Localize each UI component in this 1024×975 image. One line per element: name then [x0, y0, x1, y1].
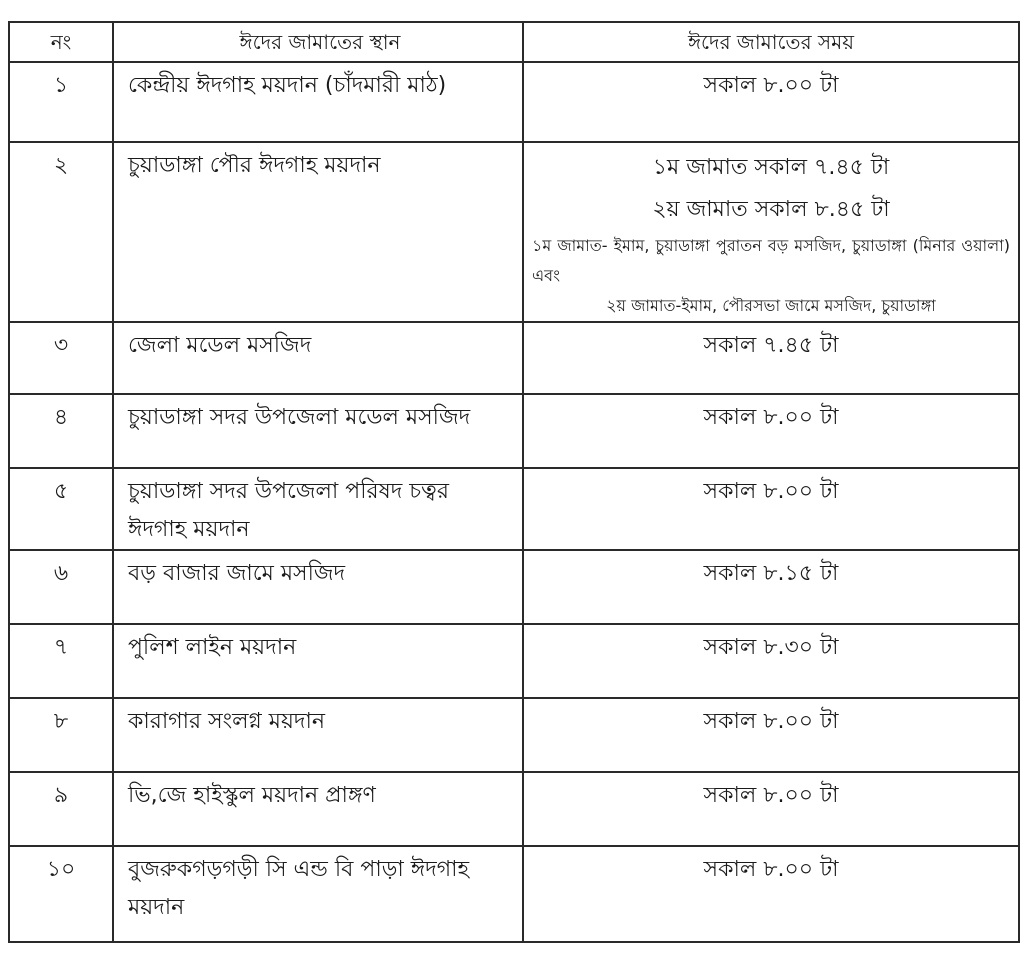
jamaat-time-cell	[523, 142, 1019, 322]
jamaat-time: সকাল ৮.৩০ টা	[523, 624, 1019, 698]
header-time: ঈদের জামাতের সময়	[523, 22, 1019, 62]
jamaat-time: সকাল ৭.৪৫ টা	[523, 322, 1019, 394]
jamaat-place: কেন্দ্রীয় ঈদগাহ ময়দান (চাঁদমারী মাঠ)	[113, 62, 523, 142]
table-row	[9, 624, 1019, 698]
row-number: ৫	[9, 468, 113, 550]
eid-jamaat-schedule	[8, 21, 1020, 943]
row-number: ৯	[9, 772, 113, 846]
jamaat-time: সকাল ৮.০০ টা	[523, 468, 1019, 550]
row-number: ৮	[9, 698, 113, 772]
row-number: ১	[9, 62, 113, 142]
jamaat-time: সকাল ৮.১৫ টা	[523, 550, 1019, 624]
jamaat-place: চুয়াডাঙ্গা সদর উপজেলা মডেল মসজিদ	[113, 394, 523, 468]
jamaat-time: সকাল ৮.০০ টা	[523, 62, 1019, 142]
jamaat-place: জেলা মডেল মসজিদ	[113, 322, 523, 394]
table-row	[9, 698, 1019, 772]
table-row	[9, 468, 1019, 550]
row-number: ১০	[9, 846, 113, 942]
header-no: নং	[9, 22, 113, 62]
row-number: ৬	[9, 550, 113, 624]
jamaat-time: সকাল ৮.০০ টা	[523, 772, 1019, 846]
table-row	[9, 394, 1019, 468]
table-row	[9, 550, 1019, 624]
row-number: ৭	[9, 624, 113, 698]
table-row	[9, 772, 1019, 846]
table-row	[9, 846, 1019, 942]
imam-note-first: ১ম জামাত- ইমাম, চুয়াডাঙ্গা পুরাতন বড় মসজিদ, চুয়াডাঙ্গা (মিনার ওয়ালা) এবং	[532, 236, 1010, 285]
header-place: ঈদের জামাতের স্থান	[113, 22, 523, 62]
row-number: ৪	[9, 394, 113, 468]
jamaat-place: বুজরুকগড়গড়ী সি এন্ড বি পাড়া ঈদগাহ ময়দান	[113, 846, 523, 942]
header-row	[9, 22, 1019, 62]
table-row	[9, 62, 1019, 142]
table-row	[9, 142, 1019, 322]
schedule-table	[8, 21, 1020, 943]
row-number: ২	[9, 142, 113, 322]
jamaat-place: চুয়াডাঙ্গা সদর উপজেলা পরিষদ চত্বর ঈদগাহ ময়দান	[113, 468, 523, 550]
jamaat-place: ভি,জে হাইস্কুল ময়দান প্রাঙ্গণ	[113, 772, 523, 846]
row-number: ৩	[9, 322, 113, 394]
jamaat-place: কারাগার সংলগ্ন ময়দান	[113, 698, 523, 772]
jamaat-time: সকাল ৮.০০ টা	[523, 698, 1019, 772]
jamaat-time-first: ১ম জামাত সকাল ৭.৪৫ টা	[652, 155, 890, 180]
jamaat-place: চুয়াডাঙ্গা পৌর ঈদগাহ ময়দান	[113, 142, 523, 322]
jamaat-time: সকাল ৮.০০ টা	[523, 846, 1019, 942]
jamaat-place: পুলিশ লাইন ময়দান	[113, 624, 523, 698]
jamaat-time: সকাল ৮.০০ টা	[523, 394, 1019, 468]
jamaat-place: বড় বাজার জামে মসজিদ	[113, 550, 523, 624]
jamaat-time-second: ২য় জামাত সকাল ৮.৪৫ টা	[652, 197, 890, 222]
imam-note-second: ২য় জামাত-ইমাম, পৌরসভা জামে মসজিদ, চুয়াডাঙ্গা	[606, 296, 936, 315]
table-row	[9, 322, 1019, 394]
